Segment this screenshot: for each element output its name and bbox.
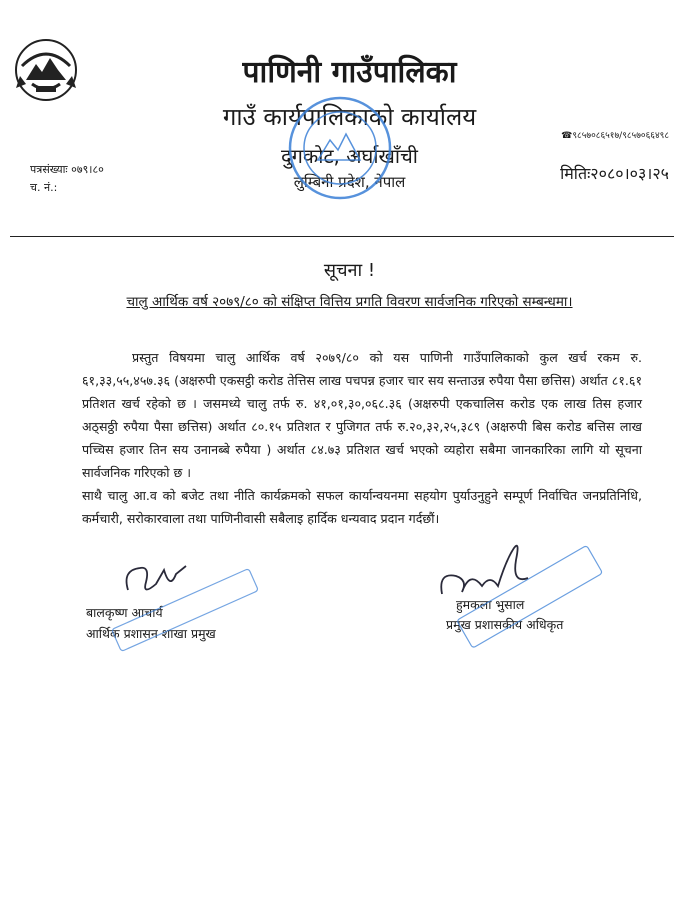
letter-date: मितिः२०८०।०३।२५ (560, 164, 669, 183)
notice-title: सूचना ! (323, 260, 376, 281)
left-signatory-title: आर्थिक प्रशासन शाखा प्रमुख (86, 626, 216, 641)
right-signatory-title: प्रमुख प्रशासकीय अधिकृत (446, 617, 564, 632)
phone-number: ☎९८५७०८६५१७/९८५७०६६४९८ (561, 131, 669, 141)
right-signature (441, 546, 528, 594)
right-signatory-name: हुमकला भुसाल (456, 597, 525, 612)
body-paragraph-2: साथै चालु आ.व को बजेट तथा नीति कार्यक्रमको सफल कार्यान्वयनमा सहयोग पुर्याउनुहुने सम्पूर्ण निर्वाचित जनप्रतिनिधि, कर्मचारी, सरोकारवाला तथा पाणिनीवासी सबैलाइ हार्दिक धन्यवाद प्रदान गर्दछौं। (82, 488, 642, 526)
dispatch-number: च. नं.: (30, 181, 58, 194)
reference-number: पत्रसंख्याः ०७९।८० (30, 163, 104, 176)
left-signatory-name: बालकृष्ण आचार्य (86, 605, 163, 620)
org-name: पाणिनी गाउँपालिका (242, 55, 457, 90)
address-line-2: लुम्बिनी प्रदेश, नेपाल (293, 173, 406, 191)
office-name: गाउँ कार्यपालिकाको कार्यालय (222, 103, 477, 131)
address-line-1: दुगकोट, अर्घाखाँची (281, 144, 418, 168)
notice-body (82, 346, 642, 530)
body-paragraph-1: प्रस्तुत विषयमा चालु आर्थिक वर्ष २०७९/८० को यस पाणिनी गाउँपालिकाको कुल खर्च रकम रु. ६१,३३,५५,४५७.३६ (अक्षरुपी एकसट्ठी करोड तेत्तिस लाख पचपन्न हजार चार सय सन्ताउन्न रुपैया पैसा छत्तिस) अर्थात ८१.६१ प्रतिशत खर्च रहेको छ । जसमध्ये चालु तर्फ रु. ४१,०१,३०,०६८.३६ (अक्षरुपी एकचालिस करोड एक लाख तिस हजार अठ्सठ्ठी रुपैया पैसा छत्तिस) अर्थात ८०.१५ प्रतिशत र पुजिगत तर्फ रु.२०,३२,२५,३८९ (अक्षरुपी बिस करोड बत्तिस लाख पच्चिस हजार तिन सय उनानब्बे रुपैया ) अर्थात ८४.७३ प्रतिशत खर्च भएको व्यहोरा सबैमा जानकारिका लागि यो सूचना सार्वजनिक गरिएको छ । (82, 350, 642, 480)
left-signature (127, 566, 187, 590)
header-divider (10, 236, 674, 237)
notice-subject: चालु आर्थिक वर्ष २०७९/८० को संक्षिप्त वित्तिय प्रगति विवरण सार्वजनिक गरिएको सम्बन्धमा। (126, 294, 573, 310)
